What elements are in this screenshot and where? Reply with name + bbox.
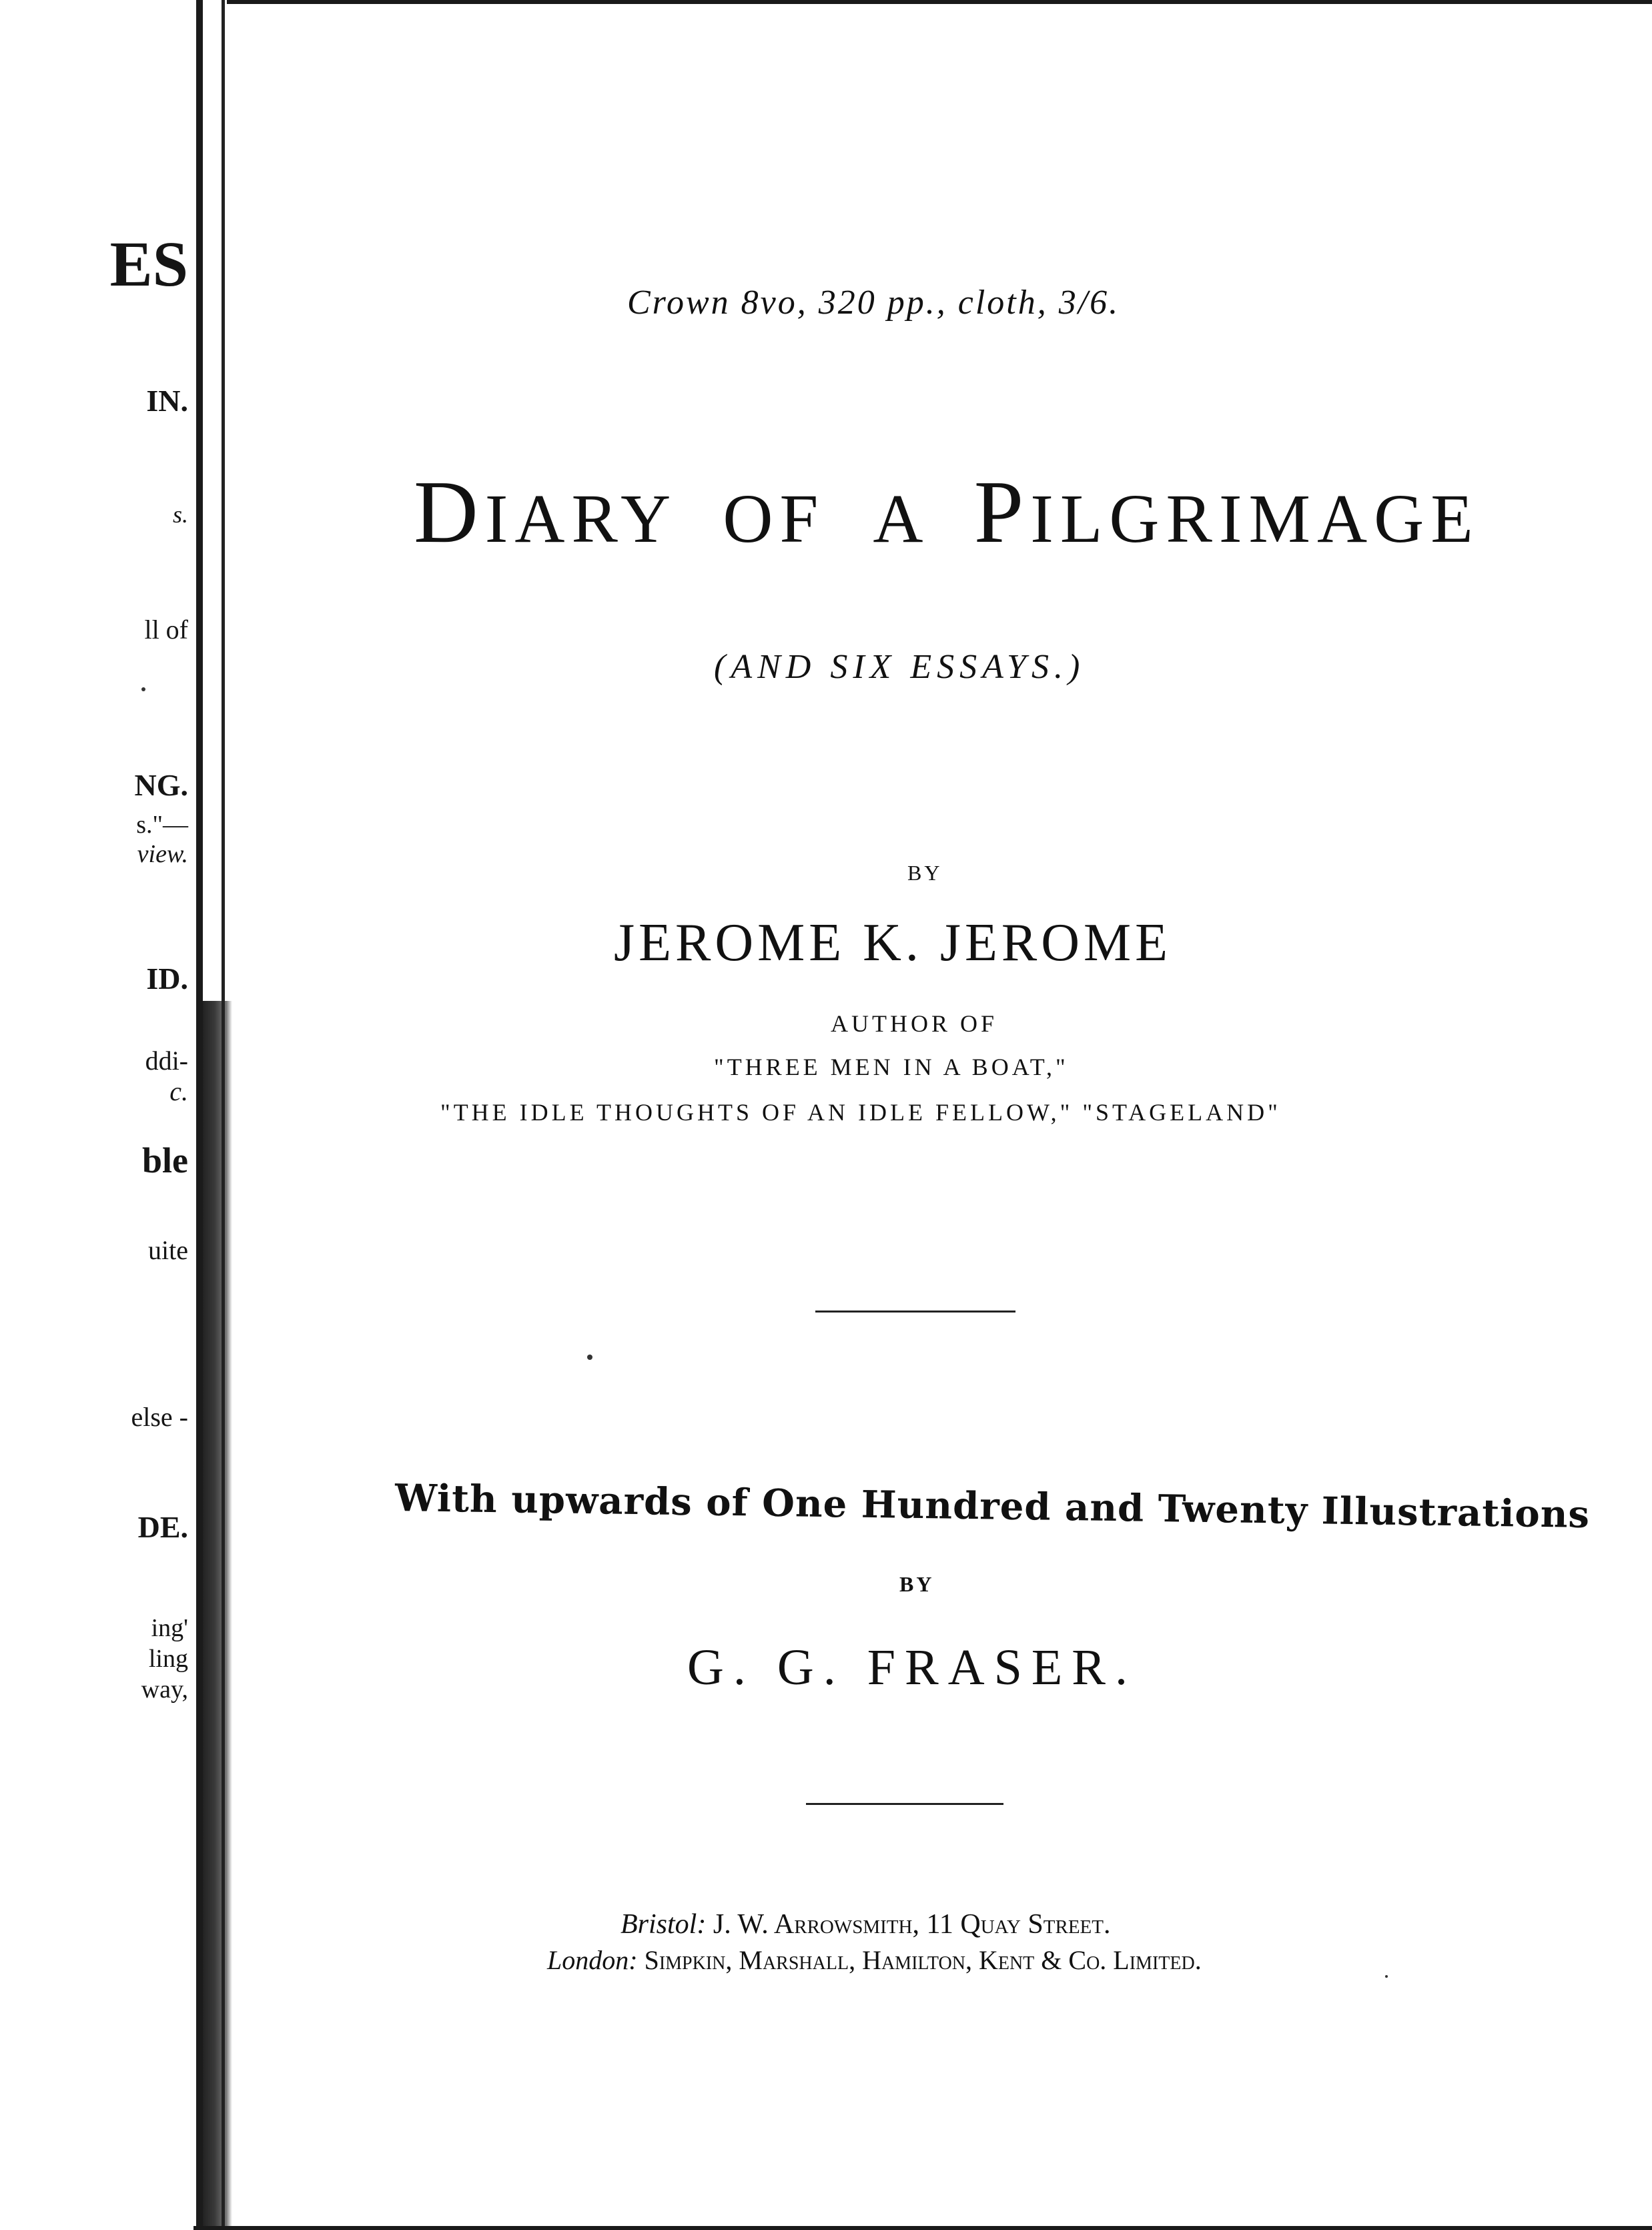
previous-works-line: "THREE MEN IN A BOAT," — [714, 1054, 1069, 1080]
book-title — [414, 462, 1480, 561]
left-fragment: else - — [131, 1402, 188, 1432]
left-fragment: ble — [141, 1140, 188, 1180]
ink-speck — [141, 687, 145, 691]
ink-speck — [587, 1355, 592, 1360]
title-word: A — [873, 480, 926, 557]
left-fragment: c. — [169, 1076, 188, 1106]
left-fragment: ll of — [144, 615, 188, 645]
book-subtitle: (AND SIX ESSAYS.) — [714, 648, 1086, 686]
imprint-place: London: — [547, 1945, 638, 1975]
title-word: ILGRIMAGE — [1030, 480, 1480, 557]
illustrations-by-label: BY — [899, 1572, 935, 1596]
left-fragment: uite — [148, 1235, 188, 1265]
left-fragment: ling — [148, 1645, 188, 1673]
imprint-bristol — [621, 1908, 1110, 1940]
imprint-place: Bristol: — [621, 1909, 707, 1940]
left-fragment: DE. — [137, 1510, 188, 1544]
divider-rule — [806, 1803, 1003, 1805]
left-fragment: IN. — [146, 384, 188, 418]
title-initial: D — [414, 462, 485, 561]
illustrations-line: With upwards of One Hundred and Twenty Illustrations — [394, 1476, 1591, 1537]
imprint-london — [547, 1944, 1202, 1976]
left-fragment: ID. — [146, 962, 188, 996]
left-fragment: s."— — [136, 811, 188, 839]
page-edge — [222, 0, 225, 2230]
title-word: OF — [723, 480, 825, 557]
bottom-page-edge — [193, 2226, 1652, 2230]
price-line: Crown 8vo, 320 pp., cloth, 3/6. — [627, 284, 1120, 322]
left-fragment: NG. — [134, 768, 188, 802]
left-fragment: way, — [141, 1676, 188, 1704]
left-fragment: ddi- — [145, 1046, 188, 1076]
left-page-fragment — [0, 0, 200, 2230]
left-fragment: s. — [172, 501, 188, 528]
left-fragment: ES — [109, 228, 188, 300]
top-page-edge — [227, 0, 1652, 4]
divider-rule — [815, 1311, 1015, 1313]
author-of-label: AUTHOR OF — [831, 1010, 998, 1037]
imprint-publisher: J. W. Arrowsmith, 11 Quay Street. — [713, 1909, 1111, 1940]
ink-speck — [1385, 1975, 1388, 1978]
book-gutter — [196, 0, 203, 2230]
gutter-shadow — [203, 1001, 232, 2230]
by-label: BY — [907, 861, 943, 885]
previous-works-line: "THE IDLE THOUGHTS OF AN IDLE FELLOW," "STAGELAND" — [440, 1099, 1281, 1126]
illustrator-name: G. G. FRASER. — [687, 1639, 1137, 1696]
title-word: IARY — [484, 480, 675, 557]
author-name: JEROME K. JEROME — [614, 913, 1172, 972]
left-fragment: ing' — [151, 1614, 188, 1642]
left-fragment: view. — [137, 840, 188, 868]
title-initial: P — [973, 462, 1031, 561]
imprint-publisher: Simpkin, Marshall, Hamilton, Kent & Co. Limited. — [644, 1945, 1202, 1975]
